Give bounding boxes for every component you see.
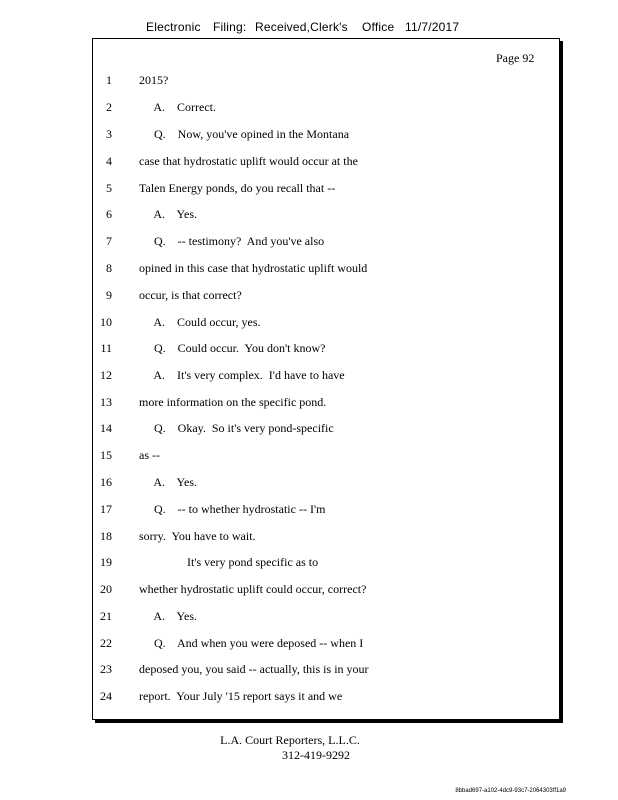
line-number: 1 <box>106 73 112 87</box>
transcript-line <box>0 73 618 89</box>
line-text: 2015? <box>139 73 169 87</box>
line-number: 6 <box>106 207 112 221</box>
line-text: deposed you, you said -- actually, this is in your <box>139 662 369 676</box>
line-text: Q. -- testimony? And you've also <box>139 234 325 248</box>
transcript-line <box>0 154 618 170</box>
transcript-line <box>0 368 618 384</box>
transcript-line <box>0 207 618 223</box>
line-text: more information on the specific pond. <box>139 395 327 409</box>
transcript-line <box>0 395 618 411</box>
line-text: Q. Could occur. You don't know? <box>139 341 326 355</box>
line-text: A. Correct. <box>139 100 216 114</box>
filing-stamp-header <box>0 20 618 36</box>
line-number: 7 <box>106 234 112 248</box>
line-number: 17 <box>100 502 112 516</box>
header-electronic: Electronic <box>146 20 201 34</box>
line-number: 18 <box>100 529 112 543</box>
line-number: 24 <box>100 689 112 703</box>
transcript-line <box>0 475 618 491</box>
footer-company: L.A. Court Reporters, L.L.C. <box>220 733 360 747</box>
line-number: 8 <box>106 261 112 275</box>
line-text: It's very pond specific as to <box>139 555 319 569</box>
line-number: 20 <box>100 582 112 596</box>
line-text: A. Yes. <box>139 475 198 489</box>
line-text: case that hydrostatic uplift would occur at the <box>139 154 358 168</box>
line-number: 11 <box>100 341 112 355</box>
line-text: A. It's very complex. I'd have to have <box>139 368 345 382</box>
header-received: Received,Clerk's <box>255 20 348 34</box>
page-number: Page 92 <box>496 51 535 65</box>
line-text: Talen Energy ponds, do you recall that -- <box>139 181 336 195</box>
line-text: as -- <box>139 448 160 462</box>
line-text: Q. Okay. So it's very pond-specific <box>139 421 334 435</box>
transcript-line <box>0 689 618 705</box>
line-text: A. Could occur, yes. <box>139 315 261 329</box>
line-text: sorry. You have to wait. <box>139 529 256 543</box>
transcript-line <box>0 555 618 571</box>
line-number: 10 <box>100 315 112 329</box>
transcript-line <box>0 636 618 652</box>
document-id: 8bbad697-a102-4dc9-93c7-2064303ff1a9 <box>455 788 566 794</box>
header-date: 11/7/2017 <box>405 20 460 34</box>
line-text: report. Your July '15 report says it and we <box>139 689 343 703</box>
transcript-line <box>0 582 618 598</box>
line-number: 23 <box>100 662 112 676</box>
line-number: 4 <box>106 154 112 168</box>
line-text: Q. Now, you've opined in the Montana <box>139 127 350 141</box>
footer-company-row <box>0 733 618 748</box>
transcript-line <box>0 609 618 625</box>
line-number: 5 <box>106 181 112 195</box>
transcript-line <box>0 502 618 518</box>
footer-phone-row <box>0 748 618 763</box>
transcript-line <box>0 288 618 304</box>
transcript-line <box>0 181 618 197</box>
line-text: A. Yes. <box>139 609 198 623</box>
line-number: 2 <box>106 100 112 114</box>
line-number: 21 <box>100 609 112 623</box>
line-text: opined in this case that hydrostatic uplift would <box>139 261 368 275</box>
header-office: Office <box>362 20 395 34</box>
footer-phone: 312-419-9292 <box>282 748 350 762</box>
transcript-line <box>0 421 618 437</box>
line-number: 22 <box>100 636 112 650</box>
line-text: Q. And when you were deposed -- when I <box>139 636 364 650</box>
line-number: 12 <box>100 368 112 382</box>
header-filing: Filing: <box>213 20 247 34</box>
line-text: occur, is that correct? <box>139 288 242 302</box>
line-number: 19 <box>100 555 112 569</box>
line-number: 9 <box>106 288 112 302</box>
line-number: 3 <box>106 127 112 141</box>
transcript-line <box>0 315 618 331</box>
line-text: whether hydrostatic uplift could occur, correct? <box>139 582 367 596</box>
line-number: 14 <box>100 421 112 435</box>
line-number: 16 <box>100 475 112 489</box>
line-number: 15 <box>100 448 112 462</box>
transcript-line <box>0 341 618 357</box>
transcript-line <box>0 448 618 464</box>
transcript-line <box>0 529 618 545</box>
transcript-line <box>0 234 618 250</box>
line-number: 13 <box>100 395 112 409</box>
transcript-line <box>0 261 618 277</box>
line-text: A. Yes. <box>139 207 198 221</box>
transcript-line <box>0 662 618 678</box>
transcript-line <box>0 127 618 143</box>
transcript-line <box>0 100 618 116</box>
line-text: Q. -- to whether hydrostatic -- I'm <box>139 502 326 516</box>
